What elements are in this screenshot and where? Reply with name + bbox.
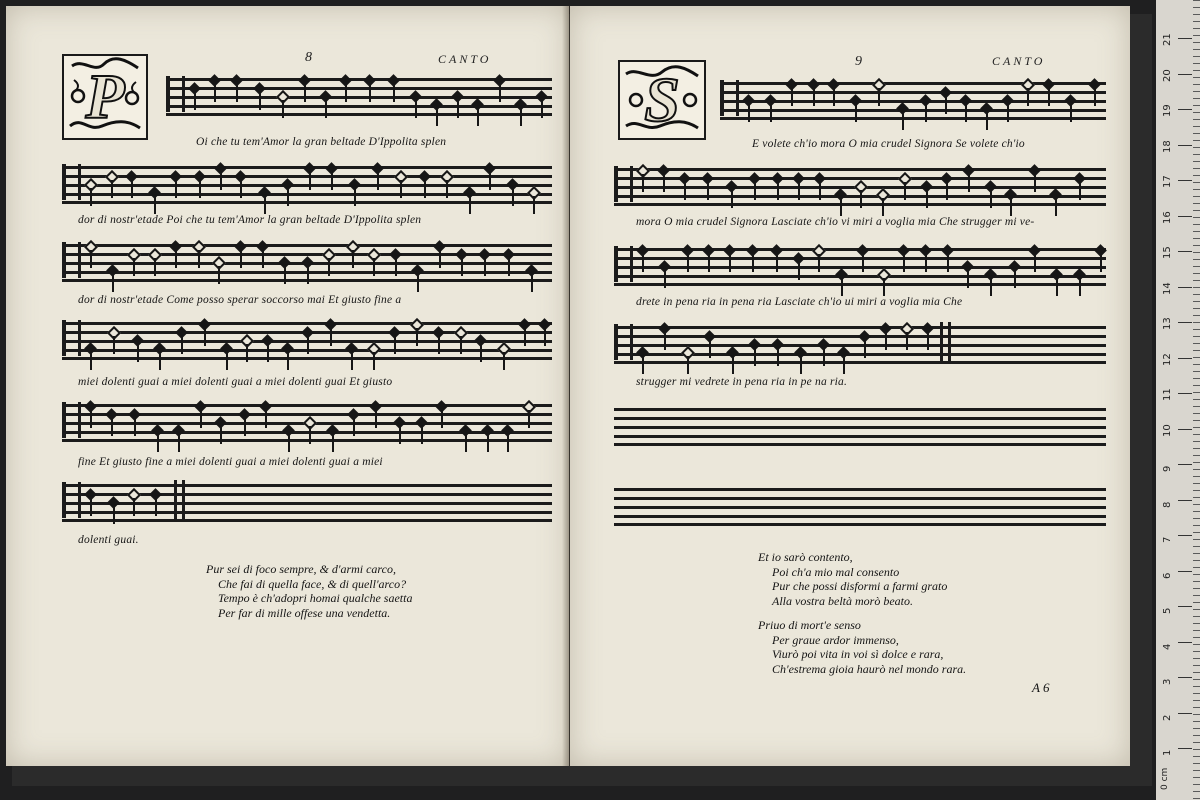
lyric-line-r4: strugger mi vedrete in pena ria in pe na ria. [636, 376, 848, 388]
signature-mark: A 6 [1032, 680, 1050, 695]
poem-line: Tempo è ch'adopri homai qualche saetta [218, 591, 413, 605]
note-stem [965, 104, 967, 122]
note-stem [199, 180, 201, 198]
ruler-number: 4 [1162, 643, 1173, 650]
note-stem [394, 336, 396, 354]
note-stem [967, 270, 969, 288]
note-stem [1034, 174, 1036, 192]
note-stem [1027, 88, 1029, 106]
note-stem [325, 100, 327, 118]
note-stem [1079, 278, 1081, 296]
note-stem [777, 348, 779, 366]
poem-line: Che fai di quella face, & di quell'arco? [218, 576, 407, 591]
note-stem [1007, 104, 1009, 122]
note-stem [244, 418, 246, 436]
note-stem [754, 182, 756, 200]
staff-4 [62, 318, 552, 358]
note-stem [204, 328, 206, 346]
note-stem [400, 180, 402, 198]
note-stem [288, 434, 290, 452]
note-stem [663, 174, 665, 192]
note-stem [1055, 198, 1057, 216]
note-stem [399, 426, 401, 444]
note-stem [246, 344, 248, 362]
note-stem [642, 356, 644, 374]
note-stem [528, 410, 530, 428]
note-stem [134, 418, 136, 436]
note-stem [421, 426, 423, 444]
staff-r4 [614, 322, 1106, 362]
poem-line: Priuo di mort'e senso [758, 618, 861, 632]
note-stem [131, 180, 133, 198]
note-stem [833, 88, 835, 106]
note-stem [841, 278, 843, 296]
ruler-tick [1178, 500, 1192, 501]
note-stem [353, 418, 355, 436]
note-stem [457, 100, 459, 118]
note-stem [798, 182, 800, 200]
note-stem [883, 278, 885, 296]
ruler-tick [1178, 216, 1192, 217]
poem-line: Pur sei di foco sempre, & d'armi carco, [206, 562, 396, 576]
note-stem [484, 258, 486, 276]
left-page-number: 8 [305, 50, 312, 65]
note-stem [331, 172, 333, 190]
staff-r2 [614, 164, 1106, 204]
ruler-tick [1178, 322, 1192, 323]
note-stem [460, 336, 462, 354]
note-stem [687, 254, 689, 272]
note-stem [1070, 104, 1072, 122]
note-stem [707, 182, 709, 200]
lyric-line-r1: E volete ch'io mora O mia crudel Signora Se volete ch'io [752, 138, 1025, 150]
note-stem [508, 258, 510, 276]
note-stem [946, 182, 948, 200]
ruler-tick [1178, 677, 1192, 678]
note-stem [754, 348, 756, 366]
note-stem [878, 88, 880, 106]
ruler-number: 6 [1162, 572, 1173, 579]
poem-spacer [758, 608, 966, 618]
note-stem [111, 180, 113, 198]
note-stem [1056, 278, 1058, 296]
note-stem [709, 340, 711, 358]
staff-3 [62, 240, 552, 280]
note-stem [330, 328, 332, 346]
note-stem [441, 410, 443, 428]
ruler-number: 17 [1162, 175, 1173, 188]
staff-5 [62, 400, 552, 440]
note-stem [304, 84, 306, 102]
ruler-tick [1178, 535, 1192, 536]
note-stem [175, 250, 177, 268]
note-stem [1014, 270, 1016, 288]
note-stem [748, 104, 750, 122]
note-stem [439, 250, 441, 268]
note-stem [417, 274, 419, 292]
note-stem [489, 172, 491, 190]
note-stem [287, 352, 289, 370]
note-stem [284, 266, 286, 284]
note-stem [925, 254, 927, 272]
note-stem [90, 250, 92, 268]
note-stem [309, 172, 311, 190]
note-stem [259, 92, 261, 110]
ruler-tick [1178, 429, 1192, 430]
note-stem [226, 352, 228, 370]
note-stem [818, 254, 820, 272]
ruler-number: 1 [1162, 749, 1173, 756]
ruler-tick [1178, 109, 1192, 110]
staff-6 [62, 480, 552, 520]
note-stem [642, 174, 644, 192]
poem-line: Poi ch'a mio mal consento [772, 564, 900, 579]
note-stem [885, 332, 887, 350]
lyric-line-3: dor di nostr'etade Come posso sperar soccorso mai Et giusto fine a [78, 294, 402, 306]
note-stem [154, 196, 156, 214]
initial-letter: S [644, 64, 680, 135]
lyric-line-r3: drete in pena ria in pena ria Lasciate ch'io ui miri a voglia mia Che [636, 296, 963, 308]
note-stem [155, 498, 157, 516]
note-stem [664, 270, 666, 288]
note-stem [533, 196, 535, 214]
ruler-tick [1178, 393, 1192, 394]
note-stem [373, 258, 375, 276]
note-stem [214, 84, 216, 102]
note-stem [1010, 198, 1012, 216]
poem-line: Ch'estrema gioia haurò nel mondo rara. [772, 661, 967, 676]
note-stem [113, 336, 115, 354]
note-stem [393, 84, 395, 102]
note-stem [1048, 88, 1050, 106]
note-stem [791, 88, 793, 106]
ruler-number: 14 [1162, 281, 1173, 295]
measurement-ruler [1156, 0, 1200, 800]
note-stem [469, 196, 471, 214]
note-stem [903, 254, 905, 272]
staff-r5-empty [614, 404, 1106, 444]
note-stem [328, 258, 330, 276]
note-stem [1034, 254, 1036, 272]
initial-letter: P [85, 61, 125, 132]
note-stem [798, 262, 800, 280]
note-stem [375, 410, 377, 428]
note-stem [480, 344, 482, 362]
ruler-unit: 0 cm [1160, 767, 1170, 790]
note-stem [240, 180, 242, 198]
note-stem [354, 188, 356, 206]
staff-r6-empty [614, 484, 1106, 524]
note-stem [369, 84, 371, 102]
note-stem [90, 410, 92, 428]
ruler-number: 5 [1162, 607, 1173, 614]
ruler-tick [1178, 748, 1192, 749]
note-stem [813, 88, 815, 106]
note-stem [770, 104, 772, 122]
note-stem [684, 182, 686, 200]
staff-2 [62, 162, 552, 202]
note-stem [708, 254, 710, 272]
note-stem [415, 100, 417, 118]
ruler-tick [1178, 251, 1192, 252]
ruler-number: 2 [1162, 714, 1173, 721]
note-stem [776, 254, 778, 272]
ruler-number: 10 [1162, 423, 1173, 437]
note-stem [133, 258, 135, 276]
decorated-initial-s [618, 60, 706, 140]
lyric-line-6: dolenti guai. [78, 534, 139, 546]
note-stem [198, 250, 200, 268]
note-stem [819, 182, 821, 200]
right-page-number: 9 [855, 54, 862, 69]
note-stem [90, 352, 92, 370]
lyric-line-2: dor di nostr'etade Poi che tu tem'Amor la gran beltade D'Ippolita splen [78, 214, 422, 226]
right-poem [758, 550, 966, 676]
note-stem [416, 328, 418, 346]
note-stem [524, 328, 526, 346]
note-stem [947, 254, 949, 272]
note-stem [731, 190, 733, 208]
note-stem [352, 250, 354, 268]
ruler-number: 3 [1162, 678, 1173, 685]
ruler-tick [1178, 713, 1192, 714]
ruler-number: 8 [1162, 501, 1173, 508]
note-stem [902, 112, 904, 130]
note-stem [531, 274, 533, 292]
note-stem [373, 352, 375, 370]
note-stem [882, 198, 884, 216]
note-stem [904, 182, 906, 200]
note-stem [1079, 182, 1081, 200]
ruler-tick [1178, 571, 1192, 572]
poem-line: Alla vostra beltà morò beato. [772, 593, 913, 608]
note-stem [1100, 254, 1102, 272]
note-stem [544, 328, 546, 346]
note-stem [1094, 88, 1096, 106]
ruler-tick [1178, 74, 1192, 75]
note-stem [307, 336, 309, 354]
note-stem [111, 418, 113, 436]
note-stem [465, 434, 467, 452]
note-stem [906, 332, 908, 350]
ruler-number: 19 [1162, 104, 1173, 117]
note-stem [307, 266, 309, 284]
note-stem [178, 434, 180, 452]
note-stem [220, 426, 222, 444]
staff-r3 [614, 244, 1106, 284]
note-stem [395, 258, 397, 276]
ruler-number: 11 [1162, 388, 1173, 401]
note-stem [499, 84, 501, 102]
note-stem [512, 188, 514, 206]
note-stem [113, 506, 115, 524]
note-stem [377, 172, 379, 190]
note-stem [309, 426, 311, 444]
ruler-number: 13 [1162, 317, 1173, 330]
lyric-line-r2: mora O mia crudel Signora Lasciate ch'io vi miri a voglia mia Che strugger mi ve- [636, 216, 1035, 228]
note-stem [507, 434, 509, 452]
note-stem [90, 498, 92, 516]
note-stem [860, 190, 862, 208]
ruler-tick [1178, 606, 1192, 607]
note-stem [220, 172, 222, 190]
note-stem [282, 100, 284, 118]
poem-line: Et io sarò contento, [758, 550, 853, 564]
ruler-number: 12 [1162, 352, 1173, 366]
note-stem [925, 104, 927, 122]
left-poem [206, 562, 412, 620]
ruler-tick [1178, 145, 1192, 146]
note-stem [777, 182, 779, 200]
note-stem [541, 100, 543, 118]
note-stem [287, 188, 289, 206]
note-stem [927, 332, 929, 350]
ruler-number: 16 [1162, 210, 1173, 224]
note-stem [265, 410, 267, 428]
ruler-tick [1178, 38, 1192, 39]
right-voice-label: CANTO [992, 54, 1046, 68]
note-stem [461, 258, 463, 276]
note-stem [687, 356, 689, 374]
note-stem [446, 180, 448, 198]
note-stem [194, 92, 196, 110]
poem-line: Viurò poi vita in voi sì dolce e rara, [772, 647, 944, 661]
note-stem [154, 258, 156, 276]
note-stem [181, 336, 183, 354]
note-stem [137, 344, 139, 362]
poem-line: Per graue ardor immenso, [772, 632, 899, 647]
note-stem [267, 344, 269, 362]
note-stem [90, 188, 92, 206]
staff-1 [166, 74, 552, 114]
note-stem [990, 278, 992, 296]
note-stem [520, 108, 522, 126]
decorated-initial-p [62, 54, 148, 140]
ruler-number: 18 [1162, 139, 1173, 153]
note-stem [752, 254, 754, 272]
note-stem [729, 254, 731, 272]
poem-line: Pur che possi disformi a farmi grato [772, 579, 948, 593]
ruler-tick [1178, 464, 1192, 465]
note-stem [159, 352, 161, 370]
ruler-number: 20 [1162, 68, 1173, 82]
note-stem [424, 180, 426, 198]
note-stem [345, 84, 347, 102]
note-stem [840, 198, 842, 216]
note-stem [823, 348, 825, 366]
note-stem [157, 434, 159, 452]
note-stem [477, 108, 479, 126]
note-stem [332, 434, 334, 452]
note-stem [112, 274, 114, 292]
note-stem [262, 250, 264, 268]
note-stem [503, 352, 505, 370]
staff-r1 [720, 78, 1106, 118]
note-stem [236, 84, 238, 102]
note-stem [240, 250, 242, 268]
note-stem [800, 356, 802, 374]
note-stem [843, 356, 845, 374]
note-stem [133, 498, 135, 516]
note-stem [351, 352, 353, 370]
ruler-tick [1178, 287, 1192, 288]
ruler-tick [1178, 358, 1192, 359]
note-stem [990, 190, 992, 208]
note-stem [968, 174, 970, 192]
ruler-number: 9 [1162, 465, 1173, 472]
lyric-line-4: miei dolenti guai a miei dolenti guai a miei dolenti guai Et giusto [78, 376, 393, 388]
ruler-number: 15 [1162, 246, 1173, 259]
ruler-tick [1178, 642, 1192, 643]
note-stem [200, 410, 202, 428]
note-stem [642, 254, 644, 272]
poem-line: Per far di mille offese una vendetta. [218, 605, 391, 620]
note-stem [926, 190, 928, 208]
note-stem [664, 332, 666, 350]
note-stem [864, 340, 866, 358]
note-stem [438, 336, 440, 354]
note-stem [264, 196, 266, 214]
note-stem [218, 266, 220, 284]
lyric-line-5: fine Et giusto fine a miei dolenti guai a miei dolenti guai a miei [78, 456, 383, 468]
ruler-number: 7 [1162, 536, 1173, 543]
lyric-line-1: Oi che tu tem'Amor la gran beltade D'Ippolita splen [196, 136, 447, 148]
note-stem [732, 356, 734, 374]
note-stem [986, 112, 988, 130]
note-stem [436, 108, 438, 126]
left-voice-label: CANTO [438, 52, 492, 66]
note-stem [175, 180, 177, 198]
ruler-number: 21 [1162, 33, 1173, 46]
note-stem [855, 104, 857, 122]
note-stem [862, 254, 864, 272]
ruler-tick [1178, 180, 1192, 181]
note-stem [487, 434, 489, 452]
note-stem [945, 96, 947, 114]
